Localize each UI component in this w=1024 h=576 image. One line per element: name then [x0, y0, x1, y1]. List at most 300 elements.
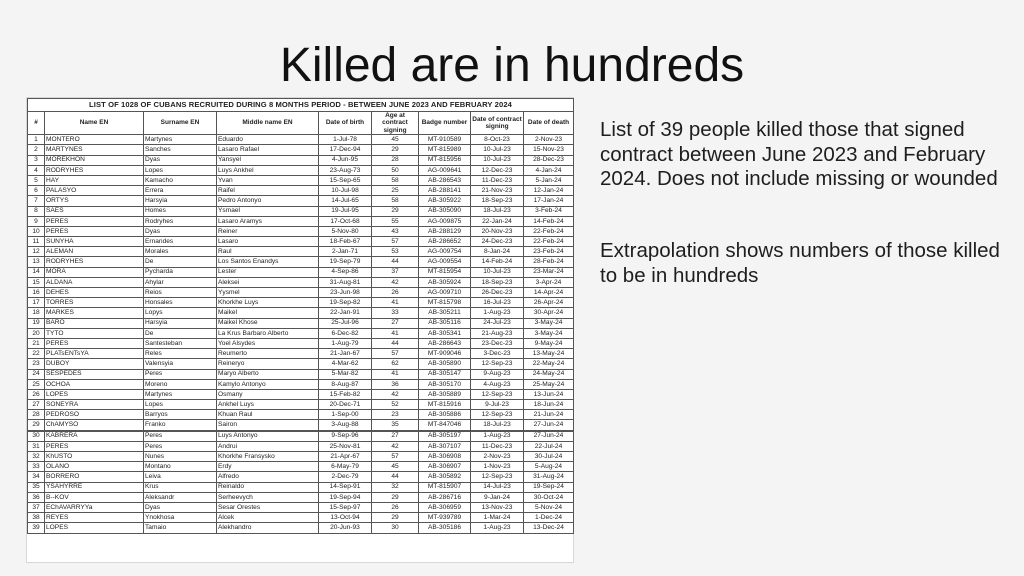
- table-cell: AB-307107: [419, 441, 471, 451]
- table-cell: 41: [372, 369, 419, 379]
- table-cell: Aleksandr: [144, 492, 217, 502]
- table-cell: Dyas: [144, 155, 217, 165]
- table-cell: 32: [372, 482, 419, 492]
- slide-title: Killed are in hundreds: [279, 39, 745, 92]
- table-cell: Aleksei: [217, 277, 319, 287]
- table-row: [28, 328, 574, 338]
- table-cell: 29: [372, 145, 419, 155]
- table-cell: AB-286543: [419, 175, 471, 185]
- table-cell: 26-Apr-24: [524, 298, 574, 308]
- table-cell: AG-009754: [419, 247, 471, 257]
- summary-paragraph: List of 39 people killed those that signed contract between June 2023 and February 2024. Does not include missing or wounded: [600, 118, 998, 190]
- table-cell: 27-Jun-24: [524, 431, 574, 442]
- table-cell: 37: [372, 267, 419, 277]
- column-header: #: [28, 112, 45, 135]
- table-row: [28, 359, 574, 369]
- table-cell: 32: [28, 452, 45, 462]
- table-row: [28, 482, 574, 492]
- table-cell: 14-Feb-24: [524, 216, 574, 226]
- table-cell: 27: [372, 318, 419, 328]
- table-cell: Sairon: [217, 420, 319, 431]
- table-cell: Yysmel: [217, 288, 319, 298]
- table-cell: 17-Oct-68: [319, 216, 372, 226]
- table-cell: 8-Oct-23: [471, 135, 524, 145]
- table-cell: 14-Apr-24: [524, 288, 574, 298]
- table-cell: Rodryhes: [144, 216, 217, 226]
- table-cell: 26-Dec-23: [471, 288, 524, 298]
- table-cell: Ankhel Luys: [217, 400, 319, 410]
- table-cell: 10: [28, 226, 45, 236]
- table-cell: AB-305211: [419, 308, 471, 318]
- casualty-table: [27, 98, 574, 534]
- table-cell: KABRERA: [45, 431, 144, 442]
- table-cell: 37: [28, 502, 45, 512]
- table-cell: 18: [28, 308, 45, 318]
- table-cell: 22-Feb-24: [524, 237, 574, 247]
- table-cell: Alekhandro: [217, 523, 319, 533]
- table-cell: 26: [28, 389, 45, 399]
- table-cell: Maryo Alberto: [217, 369, 319, 379]
- table-cell: 41: [372, 328, 419, 338]
- table-row: [28, 186, 574, 196]
- table-cell: 5-Aug-24: [524, 462, 574, 472]
- table-cell: Osmany: [217, 389, 319, 399]
- table-cell: Morales: [144, 247, 217, 257]
- table-cell: 31-Aug-81: [319, 277, 372, 287]
- table-cell: 1-Aug-23: [471, 308, 524, 318]
- table-cell: 21-Aug-23: [471, 328, 524, 338]
- table-cell: 31-Aug-24: [524, 472, 574, 482]
- table-cell: RODRYHES: [45, 257, 144, 267]
- table-row: [28, 196, 574, 206]
- table-row: [28, 410, 574, 420]
- table-row: [28, 206, 574, 216]
- table-cell: 20-Dec-71: [319, 400, 372, 410]
- table-row: [28, 338, 574, 348]
- table-cell: 10-Jul-23: [471, 267, 524, 277]
- table-cell: Alcek: [217, 513, 319, 523]
- table-cell: 9-Aug-23: [471, 369, 524, 379]
- table-cell: AG-009710: [419, 288, 471, 298]
- table-cell: Harsyia: [144, 196, 217, 206]
- table-cell: 44: [372, 338, 419, 348]
- table-cell: 1-Dec-24: [524, 513, 574, 523]
- table-cell: 5-Mar-82: [319, 369, 372, 379]
- table-cell: 6-May-79: [319, 462, 372, 472]
- table-cell: PEDROSO: [45, 410, 144, 420]
- table-cell: 42: [372, 389, 419, 399]
- table-cell: Lasaro Aramys: [217, 216, 319, 226]
- table-cell: 1-Mar-24: [471, 513, 524, 523]
- table-cell: 4-Aug-23: [471, 379, 524, 389]
- table-cell: 14-Jul-65: [319, 196, 372, 206]
- table-cell: RODRYHES: [45, 165, 144, 175]
- table-row: [28, 389, 574, 399]
- table-cell: Khuan Raul: [217, 410, 319, 420]
- table-cell: 1-Aug-23: [471, 523, 524, 533]
- table-cell: Reles: [144, 349, 217, 359]
- table-cell: 19-Sep-82: [319, 298, 372, 308]
- table-cell: Reios: [144, 288, 217, 298]
- table-cell: MT-909046: [419, 349, 471, 359]
- table-cell: 20: [28, 328, 45, 338]
- table-cell: 35: [372, 420, 419, 431]
- table-cell: Maikel Khose: [217, 318, 319, 328]
- table-cell: 25-Jul-96: [319, 318, 372, 328]
- table-cell: 23-Jun-98: [319, 288, 372, 298]
- table-cell: AB-286643: [419, 338, 471, 348]
- table-cell: 25-Nov-81: [319, 441, 372, 451]
- table-cell: Reinaldo: [217, 482, 319, 492]
- table-cell: AB-288141: [419, 186, 471, 196]
- table-row: [28, 349, 574, 359]
- table-row: [28, 145, 574, 155]
- column-header: Date of birth: [319, 112, 372, 135]
- table-cell: 36: [372, 379, 419, 389]
- table-cell: AB-306908: [419, 452, 471, 462]
- table-cell: AG-009554: [419, 257, 471, 267]
- table-cell: ChAMYSO: [45, 420, 144, 431]
- table-cell: 29: [372, 513, 419, 523]
- table-cell: Krus: [144, 482, 217, 492]
- table-cell: 52: [372, 400, 419, 410]
- table-row: [28, 523, 574, 533]
- table-cell: AB-305147: [419, 369, 471, 379]
- table-cell: De: [144, 257, 217, 267]
- table-row: [28, 431, 574, 442]
- table-cell: SONEYRA: [45, 400, 144, 410]
- column-header: Badge number: [419, 112, 471, 135]
- table-cell: MONTERO: [45, 135, 144, 145]
- table-cell: 18-Sep-23: [471, 277, 524, 287]
- column-header: Age at contract signing: [372, 112, 419, 135]
- table-cell: 16-Jul-23: [471, 298, 524, 308]
- table-cell: 18-Jun-24: [524, 400, 574, 410]
- table-cell: Honsales: [144, 298, 217, 308]
- table-cell: 12-Sep-23: [471, 389, 524, 399]
- table-cell: BORRERO: [45, 472, 144, 482]
- table-cell: MT-939789: [419, 513, 471, 523]
- table-cell: 39: [28, 523, 45, 533]
- table-cell: BARO: [45, 318, 144, 328]
- table-cell: AB-305889: [419, 389, 471, 399]
- table-cell: 29: [372, 492, 419, 502]
- table-cell: AB-305186: [419, 523, 471, 533]
- table-cell: Yoel Alsydes: [217, 338, 319, 348]
- table-cell: 5-Nov-80: [319, 226, 372, 236]
- table-cell: 55: [372, 216, 419, 226]
- table-cell: Dyas: [144, 226, 217, 236]
- table-cell: 9-Sep-96: [319, 431, 372, 442]
- table-cell: 53: [372, 247, 419, 257]
- table-cell: AG-009875: [419, 216, 471, 226]
- table-cell: 5: [28, 175, 45, 185]
- table-cell: Eduardo: [217, 135, 319, 145]
- table-cell: 44: [372, 257, 419, 267]
- table-cell: 8-Aug-87: [319, 379, 372, 389]
- table-cell: Errera: [144, 186, 217, 196]
- table-cell: 42: [372, 441, 419, 451]
- table-cell: Reumerto: [217, 349, 319, 359]
- table-cell: 4: [28, 165, 45, 175]
- table-cell: 21-Apr-67: [319, 452, 372, 462]
- table-cell: SESPEDES: [45, 369, 144, 379]
- table-cell: Moreno: [144, 379, 217, 389]
- table-cell: 21-Jun-24: [524, 410, 574, 420]
- table-cell: 22-Jan-24: [471, 216, 524, 226]
- table-cell: 12-Sep-23: [471, 359, 524, 369]
- table-cell: 62: [372, 359, 419, 369]
- table-cell: MARKES: [45, 308, 144, 318]
- table-cell: TYTO: [45, 328, 144, 338]
- table-cell: Khorkhe Fransysko: [217, 452, 319, 462]
- table-cell: 8-Jan-24: [471, 247, 524, 257]
- table-row: [28, 308, 574, 318]
- table-cell: PERES: [45, 226, 144, 236]
- table-cell: 13-Dec-24: [524, 523, 574, 533]
- table-cell: 17-Dec-94: [319, 145, 372, 155]
- table-row: [28, 288, 574, 298]
- table-row: [28, 502, 574, 512]
- table-cell: 10-Jul-23: [471, 145, 524, 155]
- table-cell: OLANO: [45, 462, 144, 472]
- table-cell: 30: [372, 523, 419, 533]
- table-cell: Lasaro Rafael: [217, 145, 319, 155]
- table-cell: 5-Nov-24: [524, 502, 574, 512]
- table-cell: 1-Aug-23: [471, 431, 524, 442]
- table-cell: LOPES: [45, 389, 144, 399]
- table-cell: 24: [28, 369, 45, 379]
- table-cell: Ernandes: [144, 237, 217, 247]
- table-cell: 22-Jul-24: [524, 441, 574, 451]
- table-cell: MT-815989: [419, 145, 471, 155]
- table-cell: Harsyia: [144, 318, 217, 328]
- table-cell: 18-Feb-67: [319, 237, 372, 247]
- table-cell: 9: [28, 216, 45, 226]
- table-cell: 28: [28, 410, 45, 420]
- table-cell: 27: [372, 431, 419, 442]
- table-cell: MT-815916: [419, 400, 471, 410]
- table-row: [28, 257, 574, 267]
- table-row: [28, 420, 574, 431]
- table-cell: 13-Jun-24: [524, 389, 574, 399]
- table-cell: Reineryo: [217, 359, 319, 369]
- table-cell: Yansyel: [217, 155, 319, 165]
- table-cell: 23-Dec-23: [471, 338, 524, 348]
- table-cell: 3-Dec-23: [471, 349, 524, 359]
- table-cell: 15-Nov-23: [524, 145, 574, 155]
- table-cell: 18-Sep-23: [471, 196, 524, 206]
- column-header: Date of contract signing: [471, 112, 524, 135]
- extrapolation-paragraph: Extrapolation shows numbers of those killed to be in hundreds: [600, 239, 1000, 287]
- table-cell: 15-Sep-65: [319, 175, 372, 185]
- table-header-row: [28, 112, 574, 135]
- table-cell: ORTYS: [45, 196, 144, 206]
- table-cell: AB-305116: [419, 318, 471, 328]
- table-cell: 23: [372, 410, 419, 420]
- table-cell: 7: [28, 196, 45, 206]
- table-cell: Valensyia: [144, 359, 217, 369]
- table-cell: TORRES: [45, 298, 144, 308]
- table-cell: Raifel: [217, 186, 319, 196]
- table-cell: 19-Sep-94: [319, 492, 372, 502]
- table-cell: Yvan: [217, 175, 319, 185]
- column-header: Surname EN: [144, 112, 217, 135]
- table-cell: Dyas: [144, 502, 217, 512]
- table-cell: Homes: [144, 206, 217, 216]
- column-header: Name EN: [45, 112, 144, 135]
- table-cell: 25: [28, 379, 45, 389]
- table-cell: Serheevych: [217, 492, 319, 502]
- table-cell: 17: [28, 298, 45, 308]
- table-cell: AB-305197: [419, 431, 471, 442]
- table-cell: Khorkhe Luys: [217, 298, 319, 308]
- table-cell: Lester: [217, 267, 319, 277]
- table-cell: 57: [372, 349, 419, 359]
- table-cell: Lopes: [144, 165, 217, 175]
- table-cell: Reiner: [217, 226, 319, 236]
- table-cell: KhUSTO: [45, 452, 144, 462]
- table-cell: AB-305892: [419, 472, 471, 482]
- table-cell: Kamylo Antonyo: [217, 379, 319, 389]
- table-cell: 57: [372, 237, 419, 247]
- table-cell: MT-815907: [419, 482, 471, 492]
- table-cell: Leiva: [144, 472, 217, 482]
- table-row: [28, 492, 574, 502]
- table-cell: 4-Jun-95: [319, 155, 372, 165]
- table-cell: 24-Dec-23: [471, 237, 524, 247]
- table-cell: ALEMAN: [45, 247, 144, 257]
- table-cell: 2-Dec-79: [319, 472, 372, 482]
- table-cell: Pycharda: [144, 267, 217, 277]
- table-cell: Montano: [144, 462, 217, 472]
- table-cell: B--KOV: [45, 492, 144, 502]
- table-cell: 13-Oct-94: [319, 513, 372, 523]
- table-cell: 11-Dec-23: [471, 441, 524, 451]
- table-cell: 14-Feb-24: [471, 257, 524, 267]
- table-cell: 19-Jul-95: [319, 206, 372, 216]
- table-cell: EChAVARRYYa: [45, 502, 144, 512]
- table-cell: 28-Dec-23: [524, 155, 574, 165]
- table-cell: 2-Nov-23: [471, 452, 524, 462]
- table-cell: 23: [28, 359, 45, 369]
- table-cell: 20-Nov-23: [471, 226, 524, 236]
- table-cell: 8: [28, 206, 45, 216]
- table-cell: 12-Jan-24: [524, 186, 574, 196]
- table-cell: AB-305890: [419, 359, 471, 369]
- table-cell: 27: [28, 400, 45, 410]
- table-cell: Erdy: [217, 462, 319, 472]
- table-cell: 26: [372, 288, 419, 298]
- table-cell: 10-Jul-23: [471, 155, 524, 165]
- table-cell: 3-Apr-24: [524, 277, 574, 287]
- table-row: [28, 247, 574, 257]
- table-cell: 1-Nov-23: [471, 462, 524, 472]
- table-cell: 45: [372, 135, 419, 145]
- table-row: [28, 441, 574, 451]
- table-cell: 23-Aug-73: [319, 165, 372, 175]
- table-cell: AB-286652: [419, 237, 471, 247]
- table-cell: 5-Jan-24: [524, 175, 574, 185]
- table-cell: Andrui: [217, 441, 319, 451]
- table-cell: 25-May-24: [524, 379, 574, 389]
- table-cell: 35: [28, 482, 45, 492]
- table-cell: Peres: [144, 441, 217, 451]
- table-cell: 4-Jan-24: [524, 165, 574, 175]
- table-cell: Lopes: [144, 400, 217, 410]
- column-header: Middle name EN: [217, 112, 319, 135]
- table-cell: 12: [28, 247, 45, 257]
- table-cell: 34: [28, 472, 45, 482]
- table-cell: 22-May-24: [524, 359, 574, 369]
- table-cell: 2-Nov-23: [524, 135, 574, 145]
- table-row: [28, 155, 574, 165]
- table-row: [28, 277, 574, 287]
- table-cell: Martynes: [144, 135, 217, 145]
- table-cell: 21: [28, 338, 45, 348]
- table-cell: 2-Jan-71: [319, 247, 372, 257]
- table-cell: REYES: [45, 513, 144, 523]
- table-cell: 58: [372, 175, 419, 185]
- table-cell: 1: [28, 135, 45, 145]
- table-row: [28, 318, 574, 328]
- table-cell: 30-Jul-24: [524, 452, 574, 462]
- table-cell: AB-305922: [419, 196, 471, 206]
- table-cell: PLATsENTsYA: [45, 349, 144, 359]
- table-cell: PERES: [45, 216, 144, 226]
- table-cell: 44: [372, 472, 419, 482]
- table-cell: 19-Sep-24: [524, 482, 574, 492]
- table-cell: 58: [372, 196, 419, 206]
- table-cell: ALDANA: [45, 277, 144, 287]
- table-cell: AB-288129: [419, 226, 471, 236]
- table-cell: 3: [28, 155, 45, 165]
- table-cell: 11-Dec-23: [471, 175, 524, 185]
- table-cell: Luys Antonyo: [217, 431, 319, 442]
- table-cell: 27-Jun-24: [524, 420, 574, 431]
- table-cell: AB-306959: [419, 502, 471, 512]
- table-cell: 43: [372, 226, 419, 236]
- table-cell: 15-Sep-97: [319, 502, 372, 512]
- table-cell: YSAHYRRE: [45, 482, 144, 492]
- table-cell: 1-Aug-79: [319, 338, 372, 348]
- table-cell: 25: [372, 186, 419, 196]
- table-cell: 1-Jul-78: [319, 135, 372, 145]
- table-row: [28, 379, 574, 389]
- table-body: [28, 135, 574, 533]
- table-cell: DEHES: [45, 288, 144, 298]
- table-cell: AB-305924: [419, 277, 471, 287]
- table-cell: MARTYNES: [45, 145, 144, 155]
- table-cell: Kamacho: [144, 175, 217, 185]
- table-cell: La Krus Barbaro Alberto: [217, 328, 319, 338]
- table-cell: MT-847046: [419, 420, 471, 431]
- table-cell: 14-Sep-91: [319, 482, 372, 492]
- table-cell: 24-May-24: [524, 369, 574, 379]
- table-cell: 16: [28, 288, 45, 298]
- column-header: Date of death: [524, 112, 574, 135]
- table-row: [28, 472, 574, 482]
- table-cell: 13: [28, 257, 45, 267]
- table-cell: 21-Nov-23: [471, 186, 524, 196]
- table-cell: Peres: [144, 431, 217, 442]
- table-cell: 42: [372, 277, 419, 287]
- table-cell: 31: [28, 441, 45, 451]
- table-cell: Maikel: [217, 308, 319, 318]
- table-caption: LIST OF 1028 OF CUBANS RECRUITED DURING 8 MONTHS PERIOD - BETWEEN JUNE 2023 AND FEBRUARY 2024: [28, 99, 574, 112]
- table-cell: 30-Apr-24: [524, 308, 574, 318]
- table-cell: 15-Feb-82: [319, 389, 372, 399]
